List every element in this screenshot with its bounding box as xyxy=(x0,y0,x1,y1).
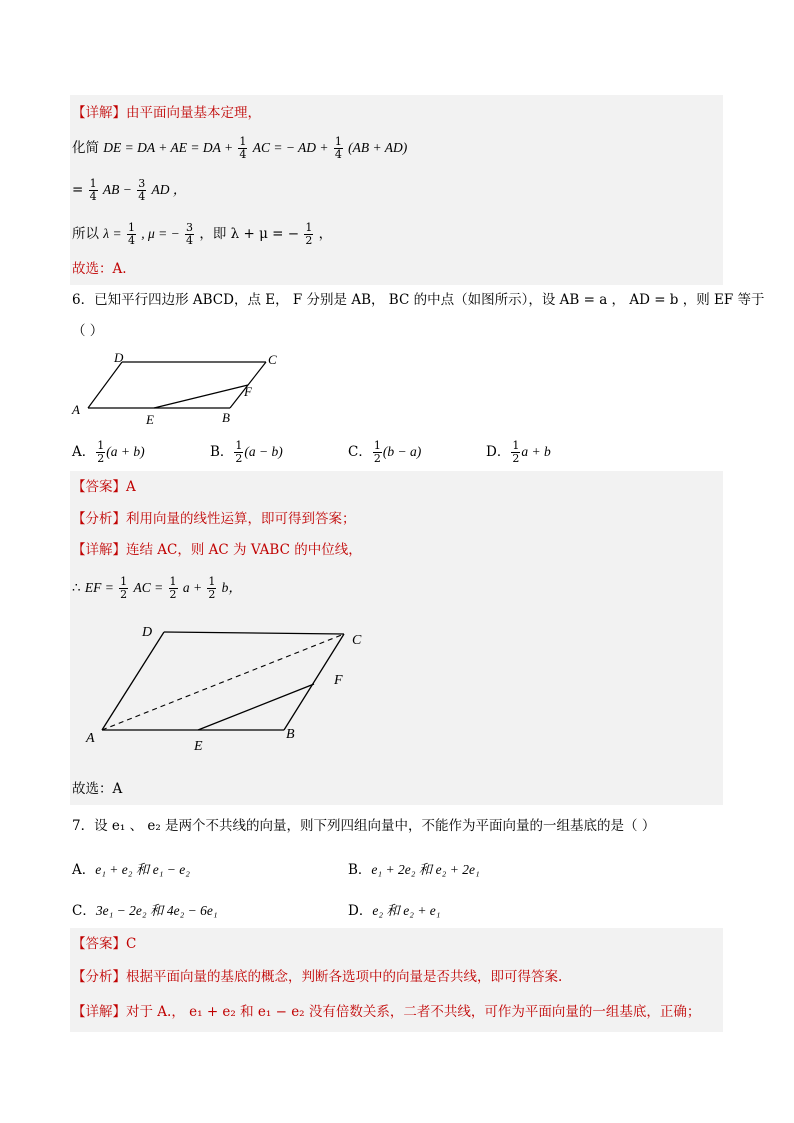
expr-1: DE = DA + AE = DA + xyxy=(103,140,234,155)
fraction-3-4: $\frac{3}{4}$ xyxy=(138,177,146,203)
detail-line xyxy=(72,104,261,122)
label-F-large: F xyxy=(334,673,343,688)
q7-option-c[interactable]: C．3e₁ − 2e₂ 和 4e₂ − 6e₁ xyxy=(72,903,218,919)
q6-choice: 故选：A xyxy=(72,781,123,797)
q6-paren: （ ） xyxy=(72,323,104,339)
fraction-1-4d: $\frac{1}{4}$ xyxy=(127,221,135,247)
label-B: B xyxy=(222,410,230,425)
so-prefix: 所以 xyxy=(72,226,99,242)
q7-analysis: 根据平面向量的基底的概念，判断各选项中的向量是否共线，即可得答案. xyxy=(126,969,563,985)
label-D: D xyxy=(114,350,124,365)
label-E-large: E xyxy=(194,739,203,754)
label-A: A xyxy=(72,402,80,417)
so-then: ，即 λ + μ = − xyxy=(199,226,300,242)
parallelogram-figure-small xyxy=(66,348,286,430)
q6-option-a[interactable]: A． $\frac{1}{2}$ (a + b) xyxy=(72,439,145,465)
q6-option-c[interactable]: C． $\frac{1}{2}$ (b − a) xyxy=(348,439,422,465)
q6-answer: A xyxy=(126,479,136,495)
q6-stem: 6．已知平行四边形 ABCD，点 E， F 分别是 AB， BC 的中点（如图所示），设 AB = a ， AD = b ，则 EF 等于 xyxy=(72,292,765,308)
detail-tag: 【详解】 xyxy=(72,105,126,121)
expr-1c: (AB + AD) xyxy=(348,140,408,155)
q6-detail-line: 【详解】连结 AC，则 AC 为 VABC 的中位线， xyxy=(72,542,362,558)
q6-analysis: 利用向量的线性运算，即可得到答案； xyxy=(126,511,356,527)
q7-detail: 对于 A.， e₁ + e₂ 和 e₁ − e₂ 没有倍数关系，二者不共线，可作为平面向量的一组基底，正确； xyxy=(126,1004,701,1020)
q6-option-b[interactable]: B． $\frac{1}{2}$ (a − b) xyxy=(210,439,283,465)
q6-option-d[interactable]: D． $\frac{1}{2}$ a + b xyxy=(486,439,551,465)
so-lambda: λ = xyxy=(103,226,122,241)
equation-2-line xyxy=(72,178,186,203)
fraction-1-4b: $\frac{1}{4}$ xyxy=(334,135,342,161)
so-end: ， xyxy=(318,226,333,242)
choice-line-1: 故选：A. xyxy=(72,261,127,277)
label-E: E xyxy=(146,412,154,427)
label-A-large: A xyxy=(86,731,95,746)
simplify-line xyxy=(72,136,407,161)
label-C: C xyxy=(268,352,277,367)
fraction-1-4c: $\frac{1}{4}$ xyxy=(89,177,97,203)
q6-answer-line: 【答案】A xyxy=(72,479,136,495)
detail-text: 由平面向量基本定理， xyxy=(126,105,261,121)
parallelogram-figure-large xyxy=(80,616,380,756)
label-B-large: B xyxy=(286,727,295,742)
so-line xyxy=(72,222,332,247)
q6-analysis-line: 【分析】利用向量的线性运算，即可得到答案； xyxy=(72,511,356,527)
fraction-1-4: $\frac{1}{4}$ xyxy=(239,135,247,161)
eq2-prefix: = xyxy=(72,182,84,198)
expr-1b: AC = − AD + xyxy=(252,140,329,155)
label-C-large: C xyxy=(352,633,362,648)
q7-answer-line: 【答案】C xyxy=(72,936,137,952)
q7-detail-line: 【详解】对于 A.， e₁ + e₂ 和 e₁ − e₂ 没有倍数关系，二者不共线，可作为平面向量的一组基底，正确； xyxy=(72,1004,701,1020)
q6-detail-2-line: ∴ EF = $\frac{1}{2}$ AC = $\frac{1}{2}$ a + $\frac{1}{2}$ b， xyxy=(72,575,242,601)
q7-option-d[interactable]: D．e₂ 和 e₂ + e₁ xyxy=(348,903,441,919)
q6-detail-1: 连结 AC，则 AC 为 VABC 的中位线， xyxy=(126,542,362,558)
q7-option-b[interactable]: B．e₁ + 2e₂ 和 e₂ + 2e₁ xyxy=(348,862,480,878)
simplify-prefix: 化简 xyxy=(72,140,99,156)
fraction-1-2: $\frac{1}{2}$ xyxy=(305,221,313,247)
eq2-mid: AB − xyxy=(102,182,132,197)
fraction-3-4b: $\frac{3}{4}$ xyxy=(186,221,194,247)
label-F: F xyxy=(244,384,252,399)
so-mu: , μ = − xyxy=(141,226,180,241)
q7-answer: C xyxy=(126,936,137,952)
eq2-end: AD ， xyxy=(151,182,187,197)
q7-analysis-line: 【分析】根据平面向量的基底的概念，判断各选项中的向量是否共线，即可得答案. xyxy=(72,969,563,985)
q7-option-a[interactable]: A．e₁ + e₂ 和 e₁ − e₂ xyxy=(72,862,190,878)
label-D-large: D xyxy=(142,625,153,640)
q7-stem: 7．设 e₁ 、 e₂ 是两个不共线的向量，则下列四组向量中，不能作为平面向量的一组基底的是（ ） xyxy=(72,818,656,834)
